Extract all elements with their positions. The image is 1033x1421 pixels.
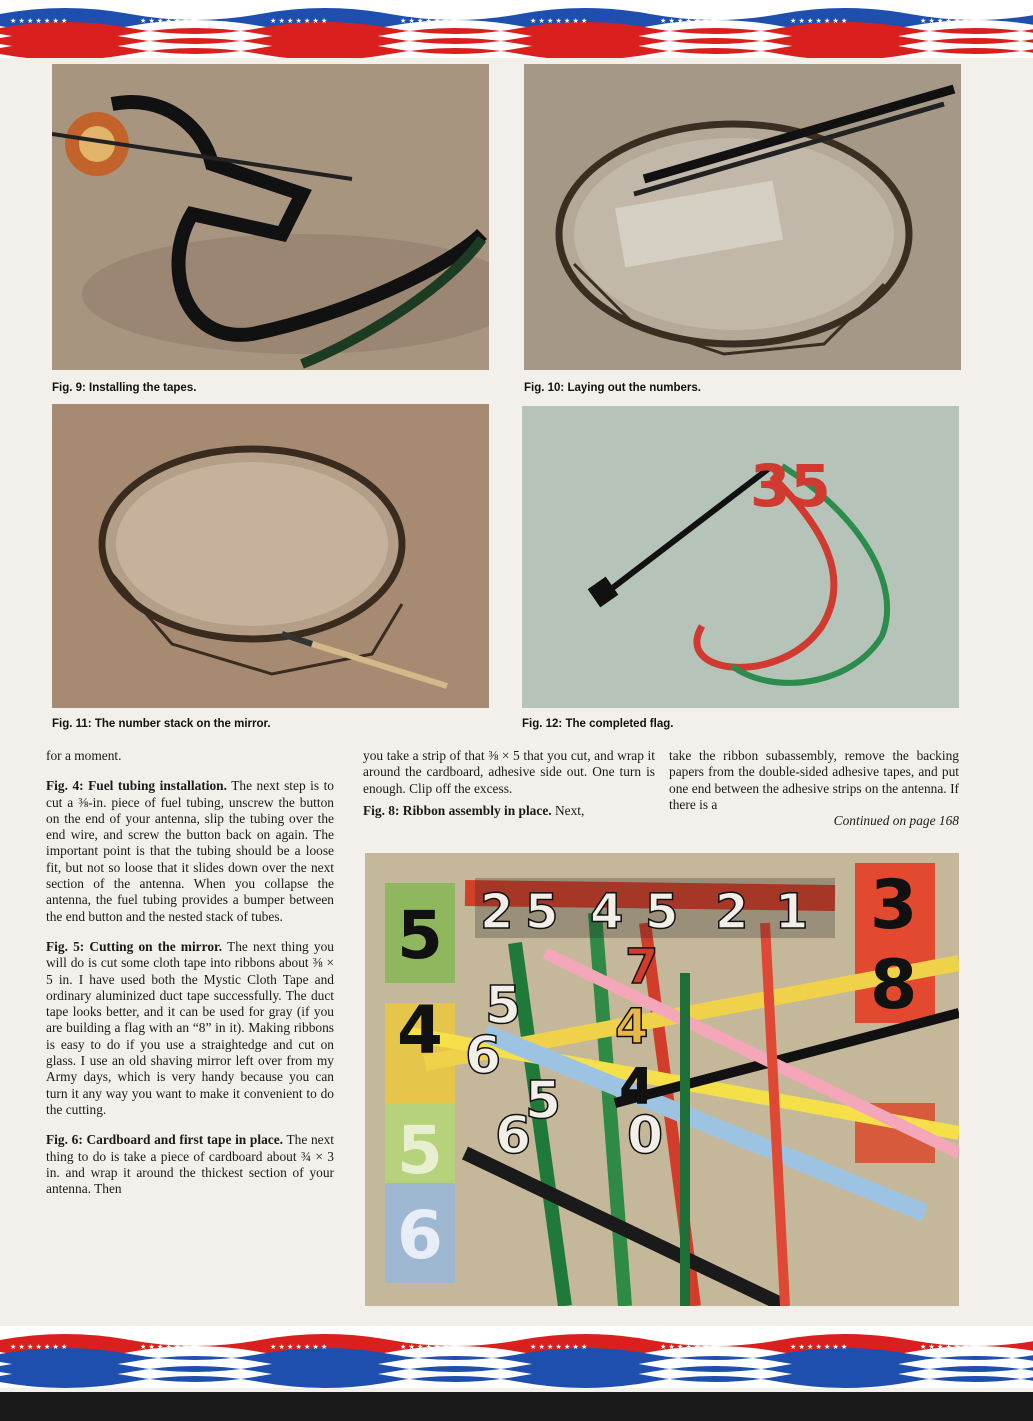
col1-paragraph-fig5: Fig. 5: Cutting on the mirror. The next thing you will do is cut some cloth tape into ribbons about ⅜ × 5 in. I have used both the Mystic Cloth Tape and ordinary aluminized duct tape successfully. The duct tape looks better, and it can be used for gray (if you are building a flag with an “8” in it). Making ribbons is easy to do if you use a straightedge and cut on glass. I use an old shaving mirror left over from my Army days, which is very handy because you can turn it any way you want to make it convenient to do the cutting. bbox=[46, 938, 334, 1117]
bottom-flag-border bbox=[0, 1326, 1033, 1388]
ribbon-number-9: 4 bbox=[615, 999, 649, 1055]
svg-text:★ ★ ★ ★ ★ ★ ★: ★ ★ ★ ★ ★ ★ ★ bbox=[790, 1343, 848, 1351]
page-bottom-edge bbox=[0, 1392, 1033, 1421]
ribbon-number-2: 5 bbox=[525, 884, 559, 940]
svg-text:★ ★ ★ ★ ★ ★ ★: ★ ★ ★ ★ ★ ★ ★ bbox=[140, 17, 198, 25]
fig11-photo bbox=[52, 404, 489, 708]
ribbon-number-8: 6 bbox=[465, 1026, 502, 1086]
svg-text:★ ★ ★ ★ ★ ★ ★: ★ ★ ★ ★ ★ ★ ★ bbox=[660, 1343, 718, 1351]
svg-text:★ ★ ★ ★ ★ ★ ★: ★ ★ ★ ★ ★ ★ ★ bbox=[400, 17, 458, 25]
fig9-photo bbox=[52, 64, 489, 370]
ribbon-number-12: 7 bbox=[625, 939, 659, 995]
right-number-1: 3 bbox=[870, 866, 918, 945]
fig10-photo bbox=[524, 64, 961, 370]
continued-note: Continued on page 168 bbox=[833, 813, 959, 829]
svg-text:★ ★ ★ ★ ★ ★ ★: ★ ★ ★ ★ ★ ★ ★ bbox=[10, 17, 68, 25]
left-number-1: 5 bbox=[397, 897, 443, 974]
ribbon-number-5: 2 bbox=[715, 884, 749, 940]
col1-fig5-heading: Fig. 5: Cutting on the mirror. bbox=[46, 938, 223, 954]
top-flag-border bbox=[0, 0, 1033, 58]
col3-paragraph-1: take the ribbon subassembly, remove the backing papers from the double-sided adhesive tapes, and put one end between the adhesive strips on the antenna. If there is a bbox=[669, 748, 959, 812]
ribbon-number-11: 5 bbox=[525, 1071, 562, 1131]
ribbon-number-14: 0 bbox=[627, 1106, 664, 1166]
article-column-2 bbox=[363, 748, 655, 833]
svg-text:★ ★ ★ ★ ★ ★ ★: ★ ★ ★ ★ ★ ★ ★ bbox=[530, 17, 588, 25]
ribbon-number-13: 4 bbox=[620, 1059, 654, 1115]
col1-paragraph-fig4: Fig. 4: Fuel tubing installation. The next step is to cut a ⅜-in. piece of fuel tubing, unscrew the button on the end of your antenna, slip the tubing over the end wire, and screw the button back on again. The important point is that the tubing should be a loose fit, but not so loose that it slides down over the next section of the antenna. When you collapse the antenna, the fuel tubing provides a bumper between the end button and the nested stack of tubes. bbox=[46, 778, 334, 924]
svg-text:★ ★ ★ ★ ★ ★ ★: ★ ★ ★ ★ ★ ★ ★ bbox=[140, 1343, 198, 1351]
col1-fig4-heading: Fig. 4: Fuel tubing installation. bbox=[46, 778, 227, 794]
svg-text:★ ★ ★ ★ ★ ★ ★: ★ ★ ★ ★ ★ ★ ★ bbox=[920, 1343, 978, 1351]
fig9-caption: Fig. 9: Installing the tapes. bbox=[52, 382, 197, 394]
svg-text:★ ★ ★ ★ ★ ★ ★: ★ ★ ★ ★ ★ ★ ★ bbox=[920, 17, 978, 25]
fig10-caption: Fig. 10: Laying out the numbers. bbox=[524, 382, 701, 394]
ribbon-number-10: 6 bbox=[495, 1106, 532, 1166]
ribbon-number-4: 5 bbox=[645, 884, 679, 940]
col1-fig6-heading: Fig. 6: Cardboard and first tape in place. bbox=[46, 1132, 284, 1148]
left-number-2: 4 bbox=[397, 992, 443, 1069]
fig12-caption: Fig. 12: The completed flag. bbox=[522, 718, 674, 730]
svg-text:★ ★ ★ ★ ★ ★ ★: ★ ★ ★ ★ ★ ★ ★ bbox=[400, 1343, 458, 1351]
col2-paragraph-1: you take a strip of that ⅜ × 5 that you cut, and wrap it around the cardboard, adhesive side out. One turn is enough. Clip off the excess. bbox=[363, 748, 655, 796]
ribbon-number-7: 5 bbox=[485, 976, 522, 1036]
fig12-photo bbox=[522, 406, 959, 708]
col2-fig8-heading: Fig. 8: Ribbon assembly in place. bbox=[363, 802, 552, 818]
ribbon-assembly-photo bbox=[365, 853, 959, 1306]
fig12-flag-number: 35 bbox=[750, 452, 831, 520]
right-number-2: 8 bbox=[870, 946, 918, 1025]
svg-text:★ ★ ★ ★ ★ ★ ★: ★ ★ ★ ★ ★ ★ ★ bbox=[530, 1343, 588, 1351]
ribbon-number-1: 2 bbox=[480, 884, 514, 940]
svg-text:★ ★ ★ ★ ★ ★ ★: ★ ★ ★ ★ ★ ★ ★ bbox=[270, 17, 328, 25]
svg-text:★ ★ ★ ★ ★ ★ ★: ★ ★ ★ ★ ★ ★ ★ bbox=[660, 17, 718, 25]
col1-paragraph-fig6: Fig. 6: Cardboard and first tape in place. The next thing to do is take a piece of cardboard about ¾ × 3 in. and wrap it around the thickest section of your antenna. Then bbox=[46, 1132, 334, 1197]
ribbon-number-6: 1 bbox=[775, 884, 809, 940]
svg-text:★ ★ ★ ★ ★ ★ ★: ★ ★ ★ ★ ★ ★ ★ bbox=[270, 1343, 328, 1351]
svg-text:★ ★ ★ ★ ★ ★ ★: ★ ★ ★ ★ ★ ★ ★ bbox=[790, 17, 848, 25]
ribbon-number-3: 4 bbox=[590, 884, 624, 940]
fig11-caption: Fig. 11: The number stack on the mirror. bbox=[52, 718, 271, 730]
article-column-3 bbox=[669, 748, 959, 829]
col2-paragraph-fig8: Fig. 8: Ribbon assembly in place. Next, bbox=[363, 802, 585, 818]
svg-text:★ ★ ★ ★ ★ ★ ★: ★ ★ ★ ★ ★ ★ ★ bbox=[10, 1343, 68, 1351]
left-number-4: 6 bbox=[397, 1197, 443, 1274]
left-number-3: 5 bbox=[397, 1112, 443, 1189]
col1-intro: for a moment. bbox=[46, 748, 122, 763]
article-column-1 bbox=[46, 748, 334, 1211]
